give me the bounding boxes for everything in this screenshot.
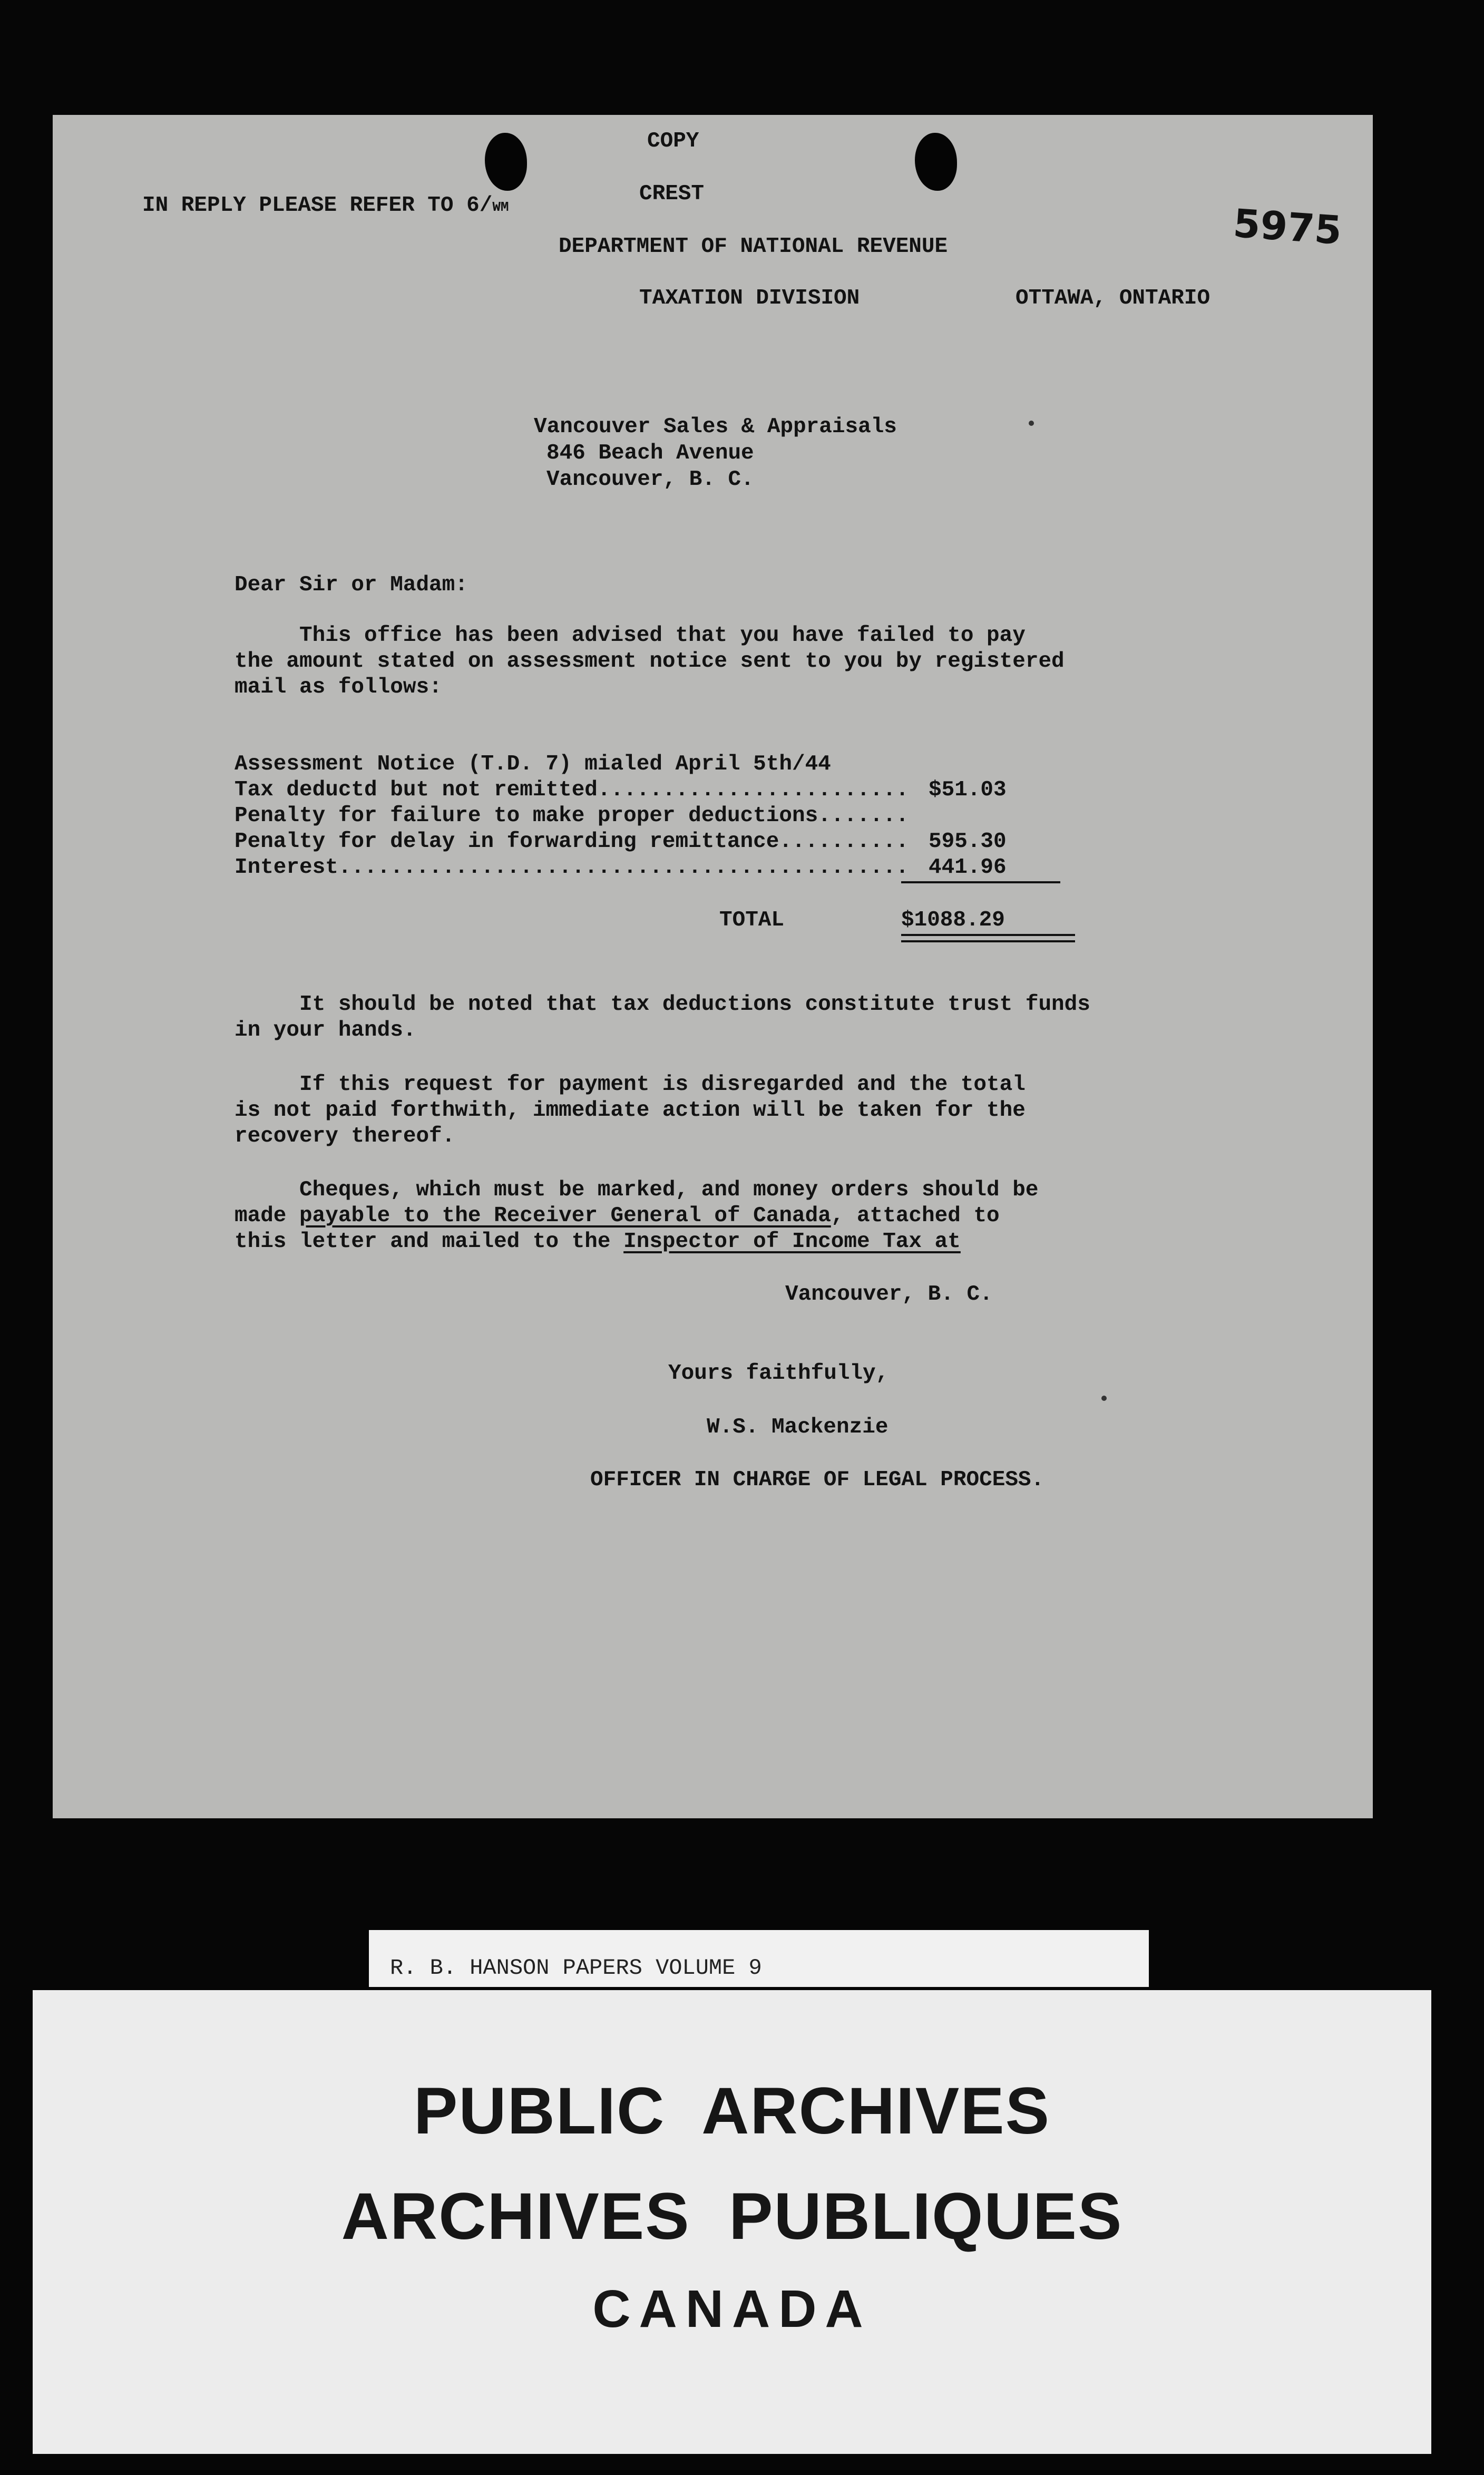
archive-line-3: CANADA [592,2279,872,2338]
punch-hole-right [915,133,957,191]
punch-hole-left [485,133,527,191]
intro-line-3: mail as follows: [235,675,442,699]
intro-line-2: the amount stated on assessment notice sent to you by registered [235,649,1065,674]
archive-line-1: PUBLIC ARCHIVES [413,2074,1051,2148]
item-label: Penalty for delay in forwarding remittance.......... [235,830,909,854]
assessment-notice-line: Assessment Notice (T.D. 7) mialed April 5th/44 [235,752,831,776]
reply-reference: IN REPLY PLEASE REFER TO 6/WM [142,193,509,218]
crest-label: CREST [639,182,705,206]
letter-page [53,115,1373,1818]
item-amount: 595.30 [929,830,1007,854]
trust-paragraph-line-1: It should be noted that tax deductions constitute trust funds [235,992,1090,1017]
cheques-paragraph-line-3: this letter and mailed to the Inspector of Income Tax at [235,1230,961,1254]
intro-line-1: This office has been advised that you have failed to pay [235,623,1026,648]
address-line-1: Vancouver Sales & Appraisals [534,415,897,439]
action-paragraph-line-3: recovery thereof. [235,1124,455,1148]
subtotal-underline [901,881,1060,883]
address-line-2: 846 Beach Avenue [546,441,754,465]
copy-label: COPY [647,129,699,153]
salutation: Dear Sir or Madam: [235,573,468,597]
paper-speck [1029,421,1034,426]
action-paragraph-line-1: If this request for payment is disregarded and the total [235,1073,1026,1097]
total-double-underline-2 [901,940,1075,942]
division-heading: TAXATION DIVISION [639,286,860,310]
item-amount: $51.03 [929,778,1007,802]
total-label: TOTAL [719,908,785,932]
total-amount: $1088.29 [901,908,1005,932]
volume-label: R. B. HANSON PAPERS VOLUME 9 [390,1955,762,1981]
trust-paragraph-line-2: in your hands. [235,1018,416,1042]
city-line: Vancouver, B. C. [785,1282,993,1307]
action-paragraph-line-2: is not paid forthwith, immediate action will be taken for the [235,1098,1026,1123]
total-double-underline-1 [901,934,1075,936]
item-label: Penalty for failure to make proper deductions....... [235,804,909,828]
cheques-paragraph-line-1: Cheques, which must be marked, and money orders should be [235,1178,1039,1202]
cheques-paragraph-line-2: made payable to the Receiver General of Canada, attached to [235,1204,1000,1228]
address-line-3: Vancouver, B. C. [546,467,754,492]
signatory-title: OFFICER IN CHARGE OF LEGAL PROCESS. [590,1468,1044,1492]
signatory-name: W.S. Mackenzie [707,1415,889,1439]
inspector-underlined: Inspector of Income Tax at [623,1230,961,1254]
payee-underlined: payable to the Receiver General of Canada [299,1204,831,1228]
department-heading: DEPARTMENT OF NATIONAL REVENUE [559,235,948,259]
office-location: OTTAWA, ONTARIO [1016,286,1210,310]
paper-speck [1101,1396,1107,1401]
archive-line-2: ARCHIVES PUBLIQUES [341,2180,1123,2253]
closing: Yours faithfully, [668,1361,889,1386]
item-amount: 441.96 [929,855,1007,880]
file-number: 5975 [1232,200,1343,254]
item-label: Interest............................................ [235,855,909,880]
volume-label-strip [369,1930,1149,1987]
archive-card [33,1990,1431,2454]
item-label: Tax deductd but not remitted........................ [235,778,909,802]
